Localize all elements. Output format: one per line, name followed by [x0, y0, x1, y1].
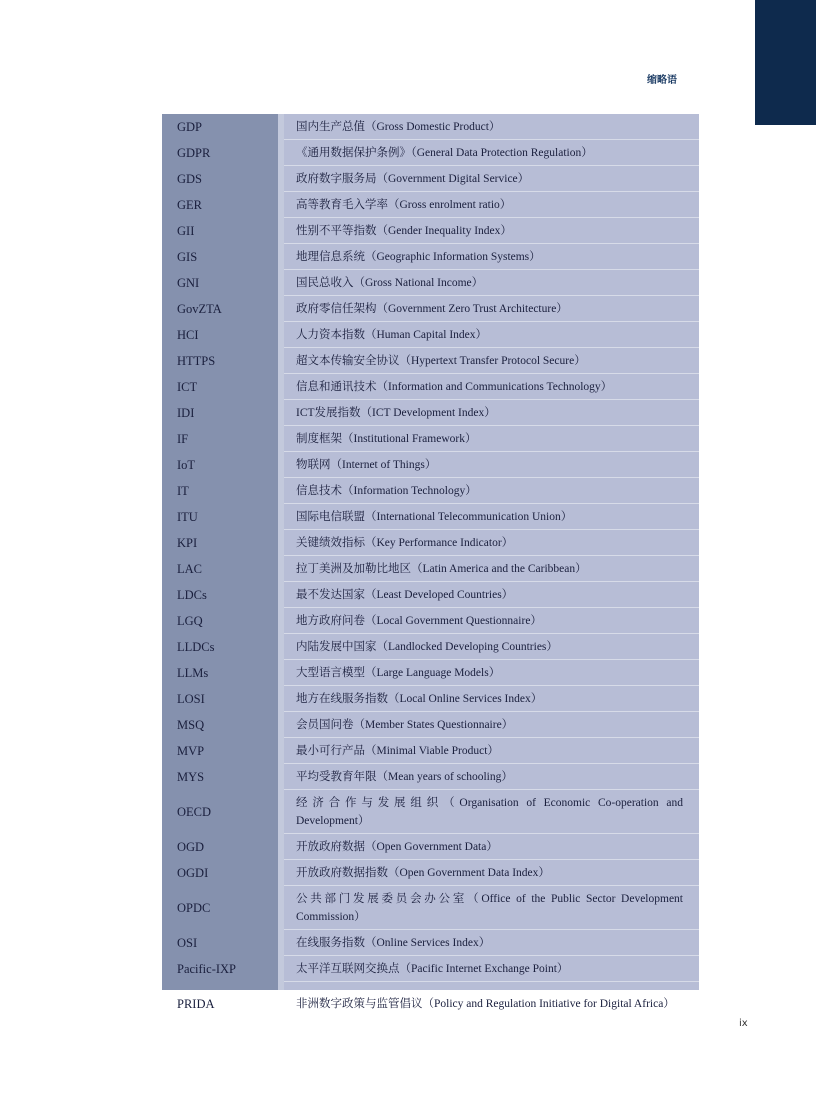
- abbreviation-cell: KPI: [177, 535, 198, 550]
- definition-text: 国内生产总值（Gross Domestic Product）: [296, 121, 501, 133]
- abbreviation-cell: GIS: [177, 249, 198, 264]
- table-row: [162, 634, 699, 660]
- definition-text: 地方政府问卷（Local Government Questionnaire）: [296, 615, 542, 627]
- definition-cell: [296, 608, 683, 634]
- abbreviation-cell: OECD: [177, 804, 212, 819]
- definition-cell: [296, 764, 683, 790]
- definition-cell: [296, 504, 683, 530]
- abbreviation-cell: HTTPS: [177, 353, 216, 368]
- definition-text: 《通用数据保护条例》（General Data Protection Regulation）: [296, 147, 593, 159]
- abbreviation-cell: ICT: [177, 379, 198, 394]
- definition-text: 非洲数字政策与监管倡议（Policy and Regulation Initiative for Digital Africa）: [296, 998, 675, 1010]
- definition-cell: [296, 556, 683, 582]
- definition-text: 会员国问卷（Member States Questionnaire）: [296, 719, 514, 731]
- definition-cell: [296, 930, 683, 956]
- definition-text: ICT发展指数（ICT Development Index）: [296, 407, 496, 419]
- definition-cell: [296, 322, 683, 348]
- table-row: [162, 478, 699, 504]
- definition-text: 经济合作与发展组织（Organisation of Economic Co-operation and Development）: [296, 797, 683, 827]
- definition-cell: [296, 192, 683, 218]
- definition-text: 政府数字服务局（Government Digital Service）: [296, 173, 530, 185]
- abbreviations-table: [162, 114, 699, 1011]
- table-row: [162, 834, 699, 860]
- definition-cell: [296, 530, 683, 556]
- definition-text: 政府零信任架构（Government Zero Trust Architecture）: [296, 303, 568, 315]
- abbreviation-cell: IT: [177, 483, 189, 498]
- definition-cell: [296, 582, 683, 608]
- table-row: [162, 140, 699, 166]
- abbreviation-cell: GDPR: [177, 145, 211, 160]
- abbreviation-cell: LDCs: [177, 587, 207, 602]
- table-row: [162, 738, 699, 764]
- definition-text: 开放政府数据（Open Government Data）: [296, 841, 498, 853]
- table-row: [162, 192, 699, 218]
- table-row: [162, 556, 699, 582]
- definition-text: 太平洋互联网交换点（Pacific Internet Exchange Point）: [296, 963, 569, 975]
- table-row: [162, 886, 699, 930]
- table-row: [162, 608, 699, 634]
- table-row: [162, 374, 699, 400]
- definition-text: 高等教育毛入学率（Gross enrolment ratio）: [296, 199, 512, 211]
- definition-text: 制度框架（Institutional Framework）: [296, 433, 477, 445]
- definition-cell: [296, 982, 683, 1026]
- definition-cell: [296, 270, 683, 296]
- table-row: [162, 930, 699, 956]
- definition-cell: [296, 834, 683, 860]
- definition-cell: [296, 244, 683, 270]
- definition-text: 性别不平等指数（Gender Inequality Index）: [296, 225, 512, 237]
- definition-text: 信息和通讯技术（Information and Communications Technology）: [296, 381, 613, 393]
- definition-cell: [296, 296, 683, 322]
- table-row: [162, 244, 699, 270]
- definition-text: 开放政府数据指数（Open Government Data Index）: [296, 867, 550, 879]
- table-row: [162, 764, 699, 790]
- table-row: [162, 322, 699, 348]
- definition-cell: [296, 956, 683, 982]
- abbreviation-cell: OPDC: [177, 900, 211, 915]
- definition-cell: [296, 374, 683, 400]
- definition-cell: [296, 426, 683, 452]
- definition-cell: [296, 712, 683, 738]
- abbreviation-cell: LAC: [177, 561, 202, 576]
- abbreviation-cell: IDI: [177, 405, 195, 420]
- abbreviation-cell: MVP: [177, 743, 205, 758]
- definition-text: 关键绩效指标（Key Performance Indicator）: [296, 537, 514, 549]
- abbreviation-cell: GII: [177, 223, 195, 238]
- table-row: [162, 982, 699, 1026]
- abbreviation-cell: GNI: [177, 275, 200, 290]
- table-row: [162, 956, 699, 982]
- page-number: ix: [739, 1018, 748, 1029]
- definition-text: 拉丁美洲及加勒比地区（Latin America and the Caribbean）: [296, 563, 587, 575]
- abbreviation-cell: IF: [177, 431, 189, 446]
- definition-text: 在线服务指数（Online Services Index）: [296, 937, 491, 949]
- definition-text: 最小可行产品（Minimal Viable Product）: [296, 745, 499, 757]
- definition-text: 人力资本指数（Human Capital Index）: [296, 329, 488, 341]
- table-row: [162, 114, 699, 140]
- corner-tab: [755, 0, 816, 125]
- definition-text: 地理信息系统（Geographic Information Systems）: [296, 251, 541, 263]
- definition-cell: [296, 140, 683, 166]
- definition-text: 信息技术（Information Technology）: [296, 485, 477, 497]
- table-row: [162, 218, 699, 244]
- table-row: [162, 296, 699, 322]
- definition-text: 物联网（Internet of Things）: [296, 459, 437, 471]
- definition-cell: [296, 166, 683, 192]
- definition-cell: [296, 886, 683, 930]
- definition-cell: [296, 348, 683, 374]
- table-row: [162, 860, 699, 886]
- abbreviation-cell: LGQ: [177, 613, 203, 628]
- table-row: [162, 348, 699, 374]
- abbreviation-cell: HCI: [177, 327, 199, 342]
- definition-text: 国际电信联盟（International Telecommunication Union）: [296, 511, 573, 523]
- abbreviation-cell: ITU: [177, 509, 198, 524]
- abbreviation-cell: LLMs: [177, 665, 209, 680]
- definition-cell: [296, 114, 683, 140]
- definition-cell: [296, 400, 683, 426]
- abbreviation-cell: MSQ: [177, 717, 205, 732]
- abbreviation-cell: Pacific-IXP: [177, 961, 237, 976]
- abbreviation-cell: GDS: [177, 171, 203, 186]
- definition-cell: [296, 686, 683, 712]
- table-row: [162, 504, 699, 530]
- abbreviation-cell: GER: [177, 197, 202, 212]
- table-row: [162, 426, 699, 452]
- definition-text: 大型语言模型（Large Language Models）: [296, 667, 501, 679]
- definition-cell: [296, 660, 683, 686]
- table-row: [162, 790, 699, 834]
- table-row: [162, 400, 699, 426]
- definition-text: 公共部门发展委员会办公室（Office of the Public Sector Development Commission）: [296, 893, 683, 923]
- abbreviation-cell: IoT: [177, 457, 196, 472]
- definition-text: 内陆发展中国家（Landlocked Developing Countries）: [296, 641, 558, 653]
- definition-text: 超文本传输安全协议（Hypertext Transfer Protocol Secure）: [296, 355, 586, 367]
- abbreviation-cell: MYS: [177, 769, 205, 784]
- table-row: [162, 166, 699, 192]
- table-rows: [162, 114, 699, 1026]
- definition-cell: [296, 218, 683, 244]
- abbreviation-cell: GDP: [177, 119, 203, 134]
- abbreviation-cell: LOSI: [177, 691, 205, 706]
- definition-cell: [296, 634, 683, 660]
- abbreviation-cell: GovZTA: [177, 301, 222, 316]
- table-row: [162, 660, 699, 686]
- definition-text: 国民总收入（Gross National Income）: [296, 277, 484, 289]
- definition-cell: [296, 738, 683, 764]
- abbreviation-cell: OSI: [177, 935, 198, 950]
- definition-text: 地方在线服务指数（Local Online Services Index）: [296, 693, 543, 705]
- definition-text: 最不发达国家（Least Developed Countries）: [296, 589, 514, 601]
- abbreviation-cell: OGD: [177, 839, 205, 854]
- abbreviation-cell: PRIDA: [177, 996, 215, 1011]
- table-row: [162, 582, 699, 608]
- definition-cell: [296, 478, 683, 504]
- table-row: [162, 452, 699, 478]
- definition-cell: [296, 860, 683, 886]
- definition-text: 平均受教育年限（Mean years of schooling）: [296, 771, 513, 783]
- table-row: [162, 686, 699, 712]
- abbreviation-cell: OGDI: [177, 865, 209, 880]
- abbreviation-cell: LLDCs: [177, 639, 215, 654]
- table-row: [162, 530, 699, 556]
- definition-cell: [296, 790, 683, 834]
- definition-cell: [296, 452, 683, 478]
- section-header: 缩略语: [647, 75, 677, 86]
- table-row: [162, 270, 699, 296]
- table-row: [162, 712, 699, 738]
